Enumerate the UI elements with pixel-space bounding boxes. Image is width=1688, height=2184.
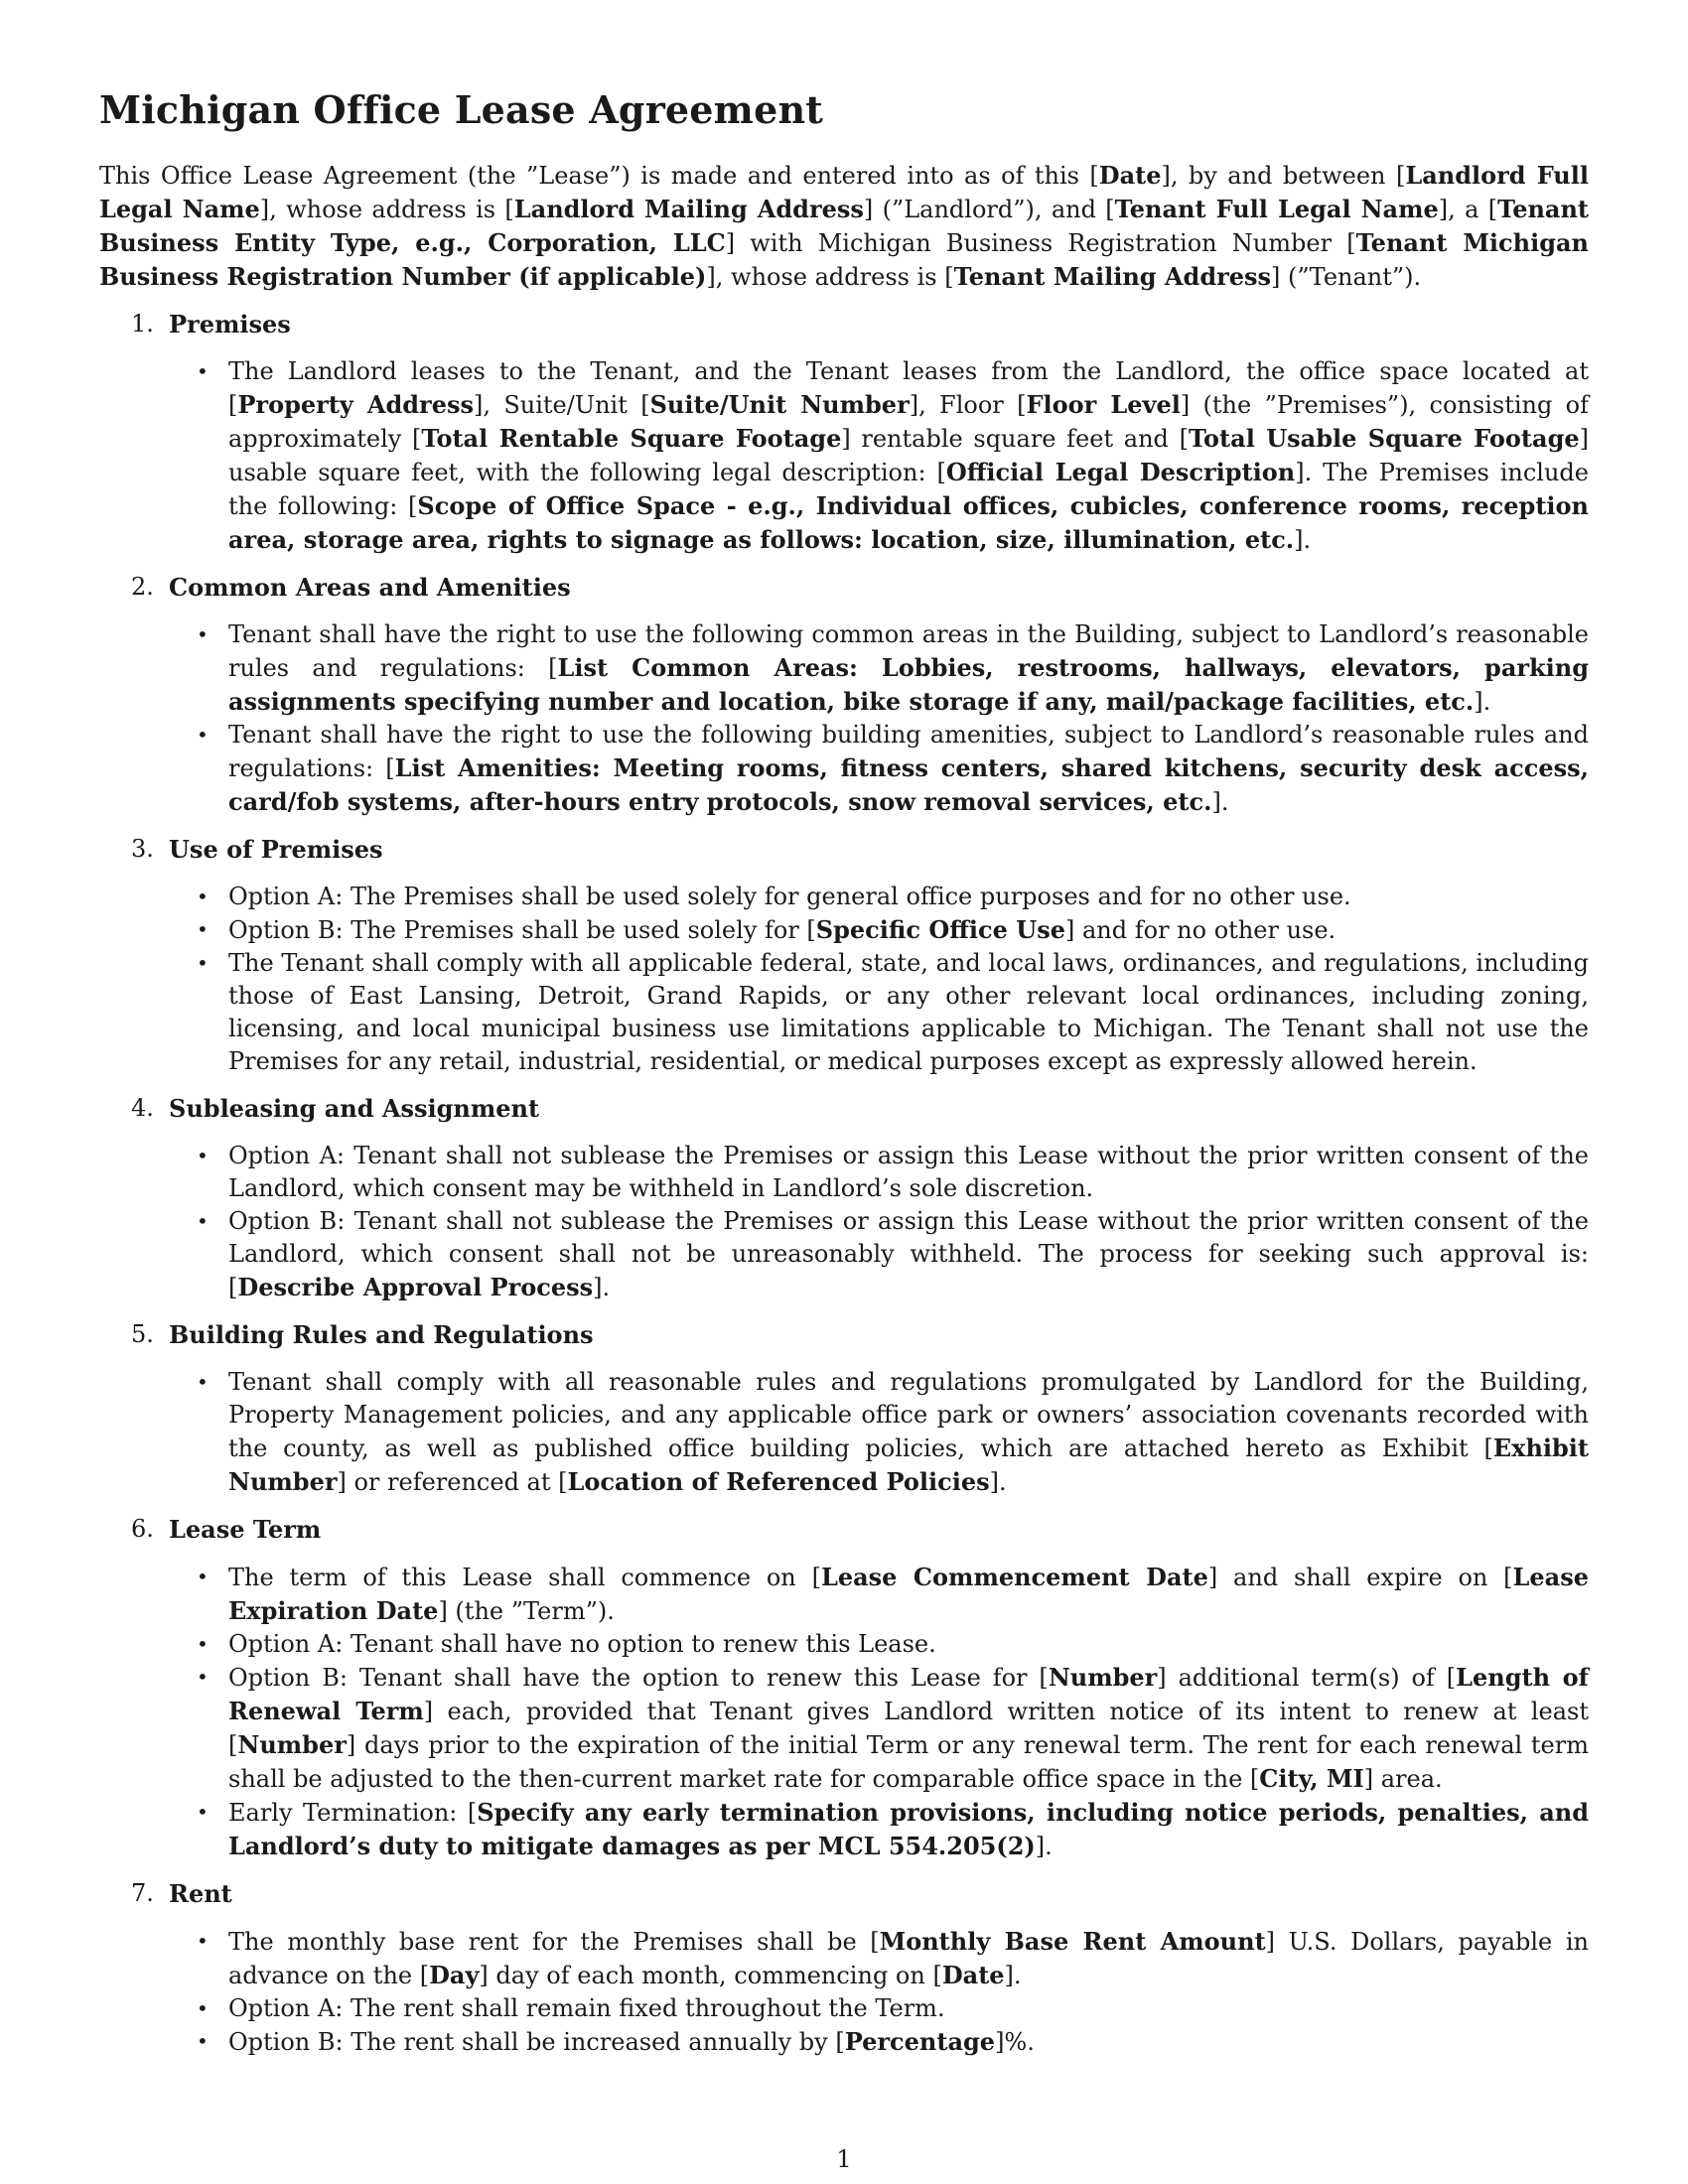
text-run: Option B: Tenant shall have the option to renew this Lease for [ xyxy=(228,1663,1049,1692)
text-run: [ xyxy=(1105,195,1115,223)
sections-list xyxy=(99,308,1589,2059)
section xyxy=(99,833,1589,1078)
text-run: ] each, provided that Tenant gives Landlord written notice of its intent to renew at least [ xyxy=(228,1697,1589,1759)
list-item xyxy=(99,1561,1589,1628)
section xyxy=(99,308,1589,557)
bullet-icon: • xyxy=(197,358,209,383)
placeholder-field: Percentage xyxy=(844,2026,996,2056)
placeholder-field: Date xyxy=(941,1960,1005,1989)
section-number: 4. xyxy=(131,1093,154,1122)
list-item xyxy=(99,719,1589,819)
text-run: This Office Lease Agreement (the ”Lease”) is made and entered into as of this xyxy=(99,161,1090,190)
placeholder-field: Tenant Mailing Address xyxy=(953,261,1272,291)
text-run: ] usable square feet, with the following legal description: [ xyxy=(228,424,1589,486)
list-item xyxy=(99,1366,1589,1499)
text-run: Option B: The rent shall be increased annually by [ xyxy=(228,2027,845,2056)
section-heading-text: Use of Premises xyxy=(169,834,383,864)
text-run: [ xyxy=(1346,228,1356,257)
text-run: ] additional term(s) of [ xyxy=(1157,1663,1457,1692)
bullet-icon: • xyxy=(197,2028,209,2053)
text-run: ]. xyxy=(593,1273,611,1301)
text-run: ]. xyxy=(1294,525,1312,554)
text-run: ], whose address is xyxy=(706,262,945,291)
bullet-list xyxy=(99,618,1589,819)
text-run: [ xyxy=(1089,161,1099,190)
section-heading xyxy=(99,308,1589,341)
list-item xyxy=(99,1992,1589,2025)
section xyxy=(99,1513,1589,1863)
section xyxy=(99,1877,1589,2059)
text-run: Tenant shall have the right to use the following building amenities, subject to Landlord’s reasonable rules and regulations: [ xyxy=(228,720,1589,782)
text-run: ], whose address is xyxy=(259,195,505,223)
section-number: 7. xyxy=(131,1878,154,1907)
text-run: ]. The Premises include the following: [ xyxy=(228,458,1589,520)
text-run: Option B: The Premises shall be used solely for [ xyxy=(228,915,816,944)
placeholder-field: Describe Approval Process xyxy=(237,1272,594,1301)
section-heading xyxy=(99,1092,1589,1125)
section-heading-text: Lease Term xyxy=(169,1514,322,1544)
text-run: ]. xyxy=(1004,1961,1022,1989)
section-heading-text: Premises xyxy=(169,309,291,339)
text-run: [ xyxy=(504,195,514,223)
text-run: [ xyxy=(1395,161,1406,190)
bullet-icon: • xyxy=(197,916,209,941)
text-run: The term of this Lease shall commence on [ xyxy=(228,1563,821,1591)
text-run: [ xyxy=(1487,195,1498,223)
bullet-list xyxy=(99,881,1589,1078)
section-heading-text: Common Areas and Amenities xyxy=(169,572,571,602)
list-item xyxy=(99,1205,1589,1304)
bullet-icon: • xyxy=(197,950,209,975)
text-run: The Tenant shall comply with all applicable federal, state, and local laws, ordinances, and regulations, including those of East Lansing, Detroit, Grand Rapids, or any other relevant local ordinances, including zoning, licensing, and local municipal business use limitations applicable to Michigan. The Tenant shall not use the Premises for any retail, industrial, residential, or medical purposes except as expressly allowed herein. xyxy=(228,948,1589,1075)
list-item xyxy=(99,1796,1589,1863)
text-run: ] U.S. Dollars, payable in advance on the [ xyxy=(228,1927,1589,1989)
bullet-icon: • xyxy=(197,722,209,747)
placeholder-field: Floor Level xyxy=(1026,389,1181,419)
text-run: ] days prior to the expiration of the initial Term or any renewal term. The rent for each renewal term shall be adjusted to the then-current market rate for comparable office space in the [ xyxy=(228,1730,1589,1793)
text-run: ] (the ”Term”). xyxy=(438,1596,615,1625)
placeholder-field: Specify any early termination provisions, including notice periods, penalties, and Landlord’s duty to mitigate damages as per MCL 554.205(2) xyxy=(228,1797,1589,1860)
placeholder-field: City, MI xyxy=(1259,1763,1364,1793)
bullet-icon: • xyxy=(197,1143,209,1167)
placeholder-field: Tenant Michigan Business Registration Number (if applicable) xyxy=(99,227,1589,291)
placeholder-field: Scope of Office Space - e.g., Individual offices, cubicles, conference rooms, reception area, storage area, rights to signage as follows: location, size, illumination, etc. xyxy=(228,490,1589,554)
placeholder-field: Monthly Base Rent Amount xyxy=(879,1926,1266,1956)
placeholder-field: Landlord Full Legal Name xyxy=(99,160,1589,223)
intro-paragraph xyxy=(99,159,1589,294)
list-item xyxy=(99,1140,1589,1205)
text-run: Option A: Tenant shall not sublease the Premises or assign this Lease without the prior written consent of the Landlord, which consent may be withheld in Landlord’s sole discretion. xyxy=(228,1141,1589,1202)
placeholder-field: Tenant Full Legal Name xyxy=(1114,194,1439,223)
placeholder-field: Property Address xyxy=(237,389,474,419)
text-run: ] (”Landlord”), and xyxy=(863,195,1106,223)
text-run: ] rentable square feet and [ xyxy=(841,424,1189,453)
section-number: 6. xyxy=(131,1514,154,1543)
placeholder-field: Total Rentable Square Footage xyxy=(421,423,842,453)
text-run: ]. xyxy=(989,1467,1007,1496)
text-run: The monthly base rent for the Premises shall be [ xyxy=(228,1927,880,1956)
section-heading xyxy=(99,571,1589,604)
text-run: The Landlord leases to the Tenant, and the Tenant leases from the Landlord, the office space located at [ xyxy=(228,356,1589,419)
page-number: 1 xyxy=(836,2145,852,2173)
list-item xyxy=(99,1628,1589,1661)
section-heading xyxy=(99,1513,1589,1546)
document-title: Michigan Office Lease Agreement xyxy=(99,87,824,132)
bullet-list xyxy=(99,1366,1589,1499)
placeholder-field: Day xyxy=(429,1960,480,1989)
section-heading xyxy=(99,1318,1589,1351)
placeholder-field: Suite/Unit Number xyxy=(649,389,910,419)
bullet-list xyxy=(99,1925,1589,2059)
section-heading-text: Subleasing and Assignment xyxy=(169,1093,540,1123)
bullet-icon: • xyxy=(197,1208,209,1233)
placeholder-field: Lease Expiration Date xyxy=(228,1562,1590,1625)
placeholder-field: Date xyxy=(1098,160,1162,190)
list-item xyxy=(99,1661,1589,1796)
section-number: 5. xyxy=(131,1319,154,1348)
placeholder-field: Exhibit Number xyxy=(228,1433,1589,1496)
list-item xyxy=(99,1925,1589,1992)
text-run: ] area. xyxy=(1363,1764,1443,1793)
placeholder-field: Tenant Business Entity Type, e.g., Corporation, LLC xyxy=(99,194,1590,257)
bullet-icon: • xyxy=(197,1631,209,1656)
text-run: ], a xyxy=(1438,195,1488,223)
bullet-list xyxy=(99,1140,1589,1304)
section-heading xyxy=(99,833,1589,866)
placeholder-field: Location of Referenced Policies xyxy=(567,1466,990,1496)
text-run: ]. xyxy=(1474,687,1491,716)
text-run: ] with Michigan Business Registration Number xyxy=(725,228,1347,257)
list-item xyxy=(99,618,1589,719)
bullet-icon: • xyxy=(197,884,209,908)
list-item xyxy=(99,355,1589,557)
section xyxy=(99,571,1589,819)
bullet-icon: • xyxy=(197,1799,209,1824)
list-item xyxy=(99,881,1589,913)
text-run: ], Floor [ xyxy=(909,390,1027,419)
text-run: ], Suite/Unit [ xyxy=(474,390,650,419)
bullet-list xyxy=(99,1561,1589,1863)
placeholder-field: List Amenities: Meeting rooms, fitness centers, shared kitchens, security desk access, card/fob systems, after-hours entry protocols, snow removal services, etc. xyxy=(228,752,1589,816)
text-run: ] and for no other use. xyxy=(1065,915,1336,944)
section xyxy=(99,1092,1589,1304)
section-heading-text: Rent xyxy=(169,1878,232,1908)
text-run: ] (”Tenant”). xyxy=(1271,262,1422,291)
text-run: Tenant shall have the right to use the following common areas in the Building, subject to Landlord’s reasonable rules and regulations: [ xyxy=(228,619,1589,682)
text-run: Early Termination: [ xyxy=(228,1798,478,1827)
text-run: ]. xyxy=(1035,1832,1053,1860)
text-run: Option A: Tenant shall have no option to renew this Lease. xyxy=(228,1629,936,1658)
text-run: ] or referenced at [ xyxy=(337,1467,568,1496)
text-run: ] and shall expire on [ xyxy=(1207,1563,1513,1591)
bullet-icon: • xyxy=(197,1928,209,1953)
placeholder-field: Lease Commencement Date xyxy=(820,1562,1208,1591)
placeholder-field: Specific Office Use xyxy=(815,914,1065,944)
text-run: Option B: Tenant shall not sublease the Premises or assign this Lease without the prior written consent of the Landlord, which consent shall not be unreasonably withheld. The process for seeking such approval is: [ xyxy=(228,1206,1589,1301)
section-heading-text: Building Rules and Regulations xyxy=(169,1319,594,1349)
bullet-icon: • xyxy=(197,1995,209,2020)
text-run: ]%. xyxy=(995,2027,1035,2056)
placeholder-field: Official Legal Description xyxy=(945,457,1296,486)
placeholder-field: Total Usable Square Footage xyxy=(1188,423,1580,453)
text-run: ]. xyxy=(1211,787,1229,816)
text-run: Tenant shall comply with all reasonable rules and regulations promulgated by Landlord for the Building, Property Management policies, and any applicable office park or owners’ association covenants recorded with the county, as well as published office building policies, which are attached hereto as Exhibit [ xyxy=(228,1367,1589,1462)
bullet-icon: • xyxy=(197,1369,209,1394)
text-run: Option A: The Premises shall be used solely for general office purposes and for no other use. xyxy=(228,882,1351,910)
placeholder-field: Landlord Mailing Address xyxy=(513,194,864,223)
section-heading xyxy=(99,1877,1589,1910)
section-number: 2. xyxy=(131,572,154,601)
document-page xyxy=(99,87,1589,2059)
bullet-icon: • xyxy=(197,1564,209,1588)
text-run: Option A: The rent shall remain fixed throughout the Term. xyxy=(228,1993,945,2022)
bullet-icon: • xyxy=(197,1664,209,1689)
placeholder-field: Length of Renewal Term xyxy=(228,1662,1590,1725)
bullet-icon: • xyxy=(197,621,209,646)
list-item xyxy=(99,913,1589,947)
section-number: 3. xyxy=(131,834,154,863)
section xyxy=(99,1318,1589,1499)
list-item xyxy=(99,947,1589,1078)
placeholder-field: Number xyxy=(237,1729,347,1759)
text-run: [ xyxy=(944,262,954,291)
placeholder-field: List Common Areas: Lobbies, restrooms, hallways, elevators, parking assignments specifying number and location, bike storage if any, mail/package facilities, etc. xyxy=(228,652,1589,716)
text-run: ] day of each month, commencing on [ xyxy=(479,1961,942,1989)
bullet-list xyxy=(99,355,1589,557)
section-number: 1. xyxy=(131,309,154,338)
text-run: ] (the ”Premises”), consisting of approximately [ xyxy=(228,390,1590,453)
list-item xyxy=(99,2025,1589,2059)
placeholder-field: Number xyxy=(1048,1662,1158,1692)
text-run: ], by and between xyxy=(1161,161,1396,190)
